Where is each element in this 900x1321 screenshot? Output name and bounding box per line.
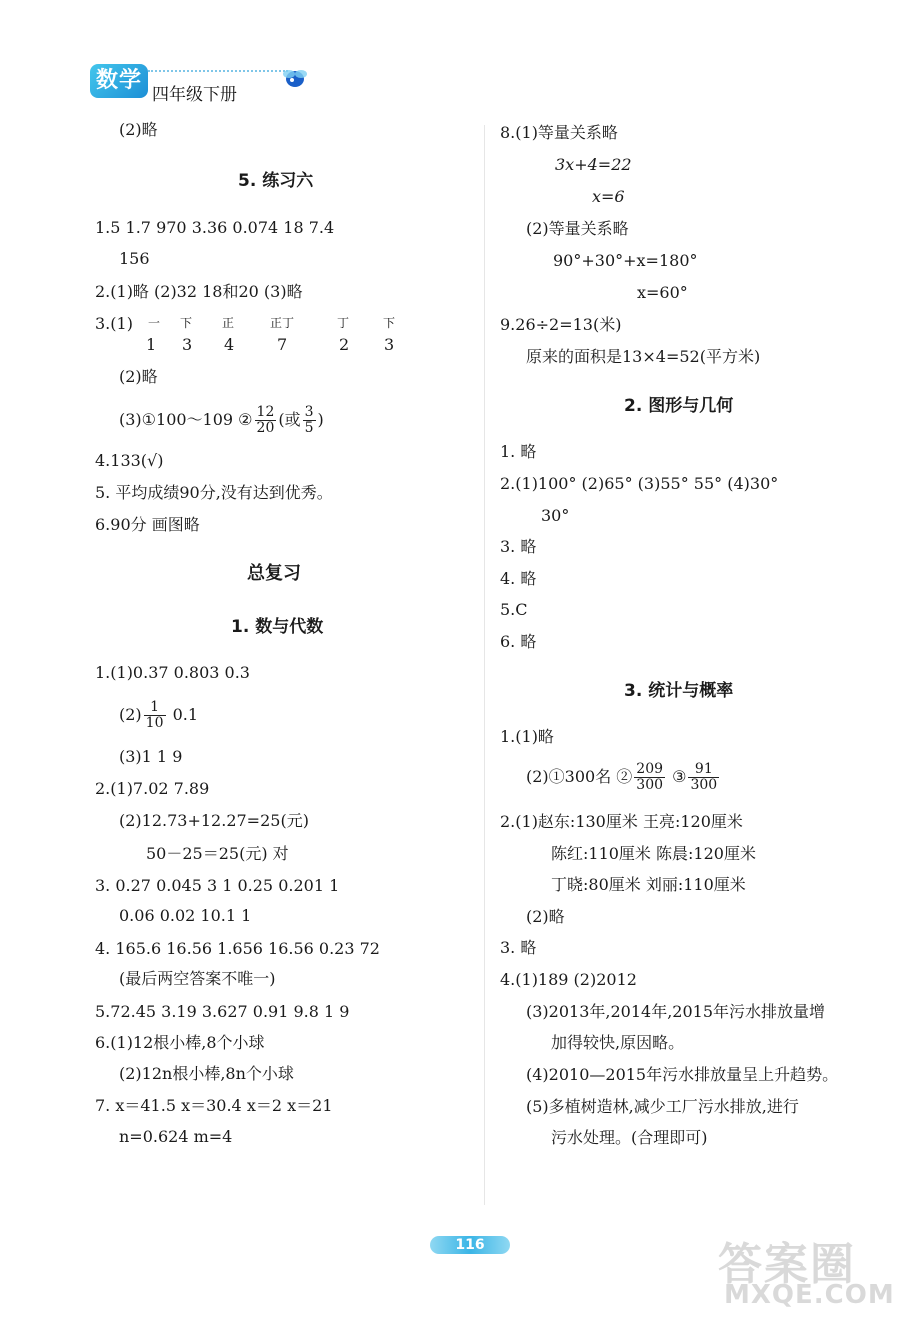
- answer-line: (2)等量关系略: [526, 219, 629, 238]
- numerator: 91: [688, 762, 719, 778]
- answer-line: (2)12n根小棒,8n个小球: [119, 1064, 294, 1083]
- tally-count: 1: [146, 335, 157, 354]
- answer-line: 加得较快,原因略。: [551, 1033, 685, 1052]
- numerator: 12: [256, 404, 275, 420]
- text: 0.1: [167, 705, 199, 724]
- answer-line: 9.26÷2=13(米): [500, 315, 622, 334]
- answer-line: 3. 0.27 0.045 3 1 0.25 0.201 1: [95, 876, 340, 895]
- text: (2): [119, 705, 142, 724]
- fraction: [255, 405, 277, 436]
- tally-count: 3: [182, 335, 193, 354]
- tally-count: 2: [339, 335, 350, 354]
- answer-line: 3. 略: [500, 537, 537, 556]
- numerator: 1: [144, 700, 166, 716]
- grade-label: 四年级下册: [152, 85, 237, 105]
- fraction: [688, 762, 719, 793]
- section-heading: 3. 统计与概率: [624, 681, 734, 701]
- answer-line: 2.(1)7.02 7.89: [95, 779, 210, 798]
- answer-line: 30°: [541, 506, 570, 525]
- answer-line: 6.90分 画图略: [95, 515, 200, 534]
- answer-line: 1. 略: [500, 442, 537, 461]
- answer-line-fraction: [526, 760, 721, 794]
- text: (或: [278, 410, 301, 429]
- answer-line: 7. x＝41.5 x＝30.4 x＝2 x＝21: [95, 1096, 333, 1115]
- answer-line: 1.5 1.7 970 3.36 0.074 18 7.4: [95, 218, 335, 237]
- answer-line: 0.06 0.02 10.1 1: [119, 906, 252, 925]
- answer-line: (3)1 1 9: [119, 747, 183, 766]
- answer-line: 6.(1)12根小棒,8个小球: [95, 1033, 265, 1052]
- tally-count: 4: [224, 335, 235, 354]
- answer-line: (2)略: [119, 367, 158, 386]
- answer-line: 丁晓:80厘米 刘丽:110厘米: [551, 875, 746, 894]
- tally-mark: 一: [148, 316, 161, 330]
- answer-line: 2.(1)赵东:130厘米 王亮:120厘米: [500, 812, 743, 831]
- answer-line: 陈红:110厘米 陈晨:120厘米: [551, 844, 756, 863]
- numerator: 3: [304, 404, 314, 420]
- answer-line: 5. 平均成绩90分,没有达到优秀。: [95, 483, 333, 502]
- section-heading: 5. 练习六: [238, 171, 314, 191]
- equation: x=60°: [637, 283, 688, 302]
- tally-mark: 正: [222, 316, 235, 330]
- watermark: [718, 1228, 895, 1314]
- page-number-badge: [420, 1232, 520, 1258]
- answer-line: (3)2013年,2014年,2015年污水排放量增: [526, 1002, 825, 1021]
- answer-line: 2.(1)100° (2)65° (3)55° 55° (4)30°: [500, 474, 779, 493]
- answer-line: 156: [119, 249, 150, 268]
- answer-line: 50－25＝25(元) 对: [146, 844, 289, 863]
- answer-line: 1.(1)0.37 0.803 0.3: [95, 663, 250, 682]
- tally-count: 7: [277, 335, 288, 354]
- answer-line: 污水处理。(合理即可): [551, 1128, 708, 1147]
- equation: 3x+4=22: [555, 155, 632, 174]
- answer-line: (5)多植树造林,减少工厂污水排放,进行: [526, 1097, 799, 1116]
- answer-line: 4.133(√): [95, 451, 164, 470]
- section-heading: 总复习: [247, 563, 301, 584]
- answer-line: 5.C: [500, 600, 528, 619]
- answer-line: 4. 165.6 16.56 1.656 16.56 0.23 72: [95, 939, 380, 958]
- answer-line: n=0.624 m=4: [119, 1127, 233, 1146]
- answer-line: 原来的面积是13×4=52(平方米): [526, 347, 761, 366]
- page-number: 116: [455, 1237, 485, 1253]
- answer-line: (2)略: [526, 907, 565, 926]
- answer-line: 6. 略: [500, 632, 537, 651]
- text: (2)①300名 ②: [526, 767, 633, 786]
- text: ): [317, 410, 324, 429]
- equation: x=6: [592, 187, 625, 206]
- section-heading: 1. 数与代数: [231, 617, 324, 637]
- answer-line: 4. 略: [500, 569, 537, 588]
- tally-mark: 下: [180, 316, 193, 330]
- answer-line: 3.(1): [95, 314, 133, 333]
- book-header: [90, 60, 320, 104]
- fraction: [303, 405, 316, 436]
- text: (3)①100～109 ②: [119, 410, 253, 429]
- tally-mark: 正丁: [270, 316, 295, 330]
- bug-icon: [280, 66, 310, 90]
- numerator: 209: [636, 761, 664, 777]
- denominator: 5: [304, 420, 314, 436]
- tally-mark: 丁: [337, 316, 350, 330]
- answer-line: 1.(1)略: [500, 727, 554, 746]
- section-heading: 2. 图形与几何: [624, 396, 734, 416]
- answer-line: (2)12.73+12.27=25(元): [119, 811, 309, 830]
- tally-count: 3: [384, 335, 395, 354]
- denominator: 300: [636, 777, 664, 793]
- subject-badge: 数学: [90, 64, 148, 98]
- answer-line: (4)2010—2015年污水排放量呈上升趋势。: [526, 1065, 839, 1084]
- answer-line-fraction: [119, 403, 324, 437]
- denominator: 300: [690, 777, 718, 793]
- watermark-logo-text: 答案圈: [718, 1239, 856, 1290]
- answer-line: (最后两空答案不唯一): [119, 969, 276, 988]
- answer-line: 2.(1)略 (2)32 18和20 (3)略: [95, 282, 303, 301]
- denominator: 10: [145, 715, 164, 731]
- answer-line-fraction: [119, 698, 198, 732]
- denominator: 20: [256, 420, 275, 436]
- watermark-url: MXQE.COM: [724, 1280, 895, 1310]
- column-divider: [484, 125, 485, 1205]
- fraction: [634, 762, 665, 793]
- answer-line: 8.(1)等量关系略: [500, 123, 618, 142]
- tally-mark: 下: [383, 316, 396, 330]
- equation: 90°+30°+x=180°: [553, 251, 698, 270]
- fraction: [144, 700, 166, 731]
- answer-line: 3. 略: [500, 938, 537, 957]
- answer-line: 4.(1)189 (2)2012: [500, 970, 637, 989]
- text: ③: [667, 767, 687, 786]
- answer-line: 5.72.45 3.19 3.627 0.91 9.8 1 9: [95, 1002, 350, 1021]
- answer-line: (2)略: [119, 120, 158, 139]
